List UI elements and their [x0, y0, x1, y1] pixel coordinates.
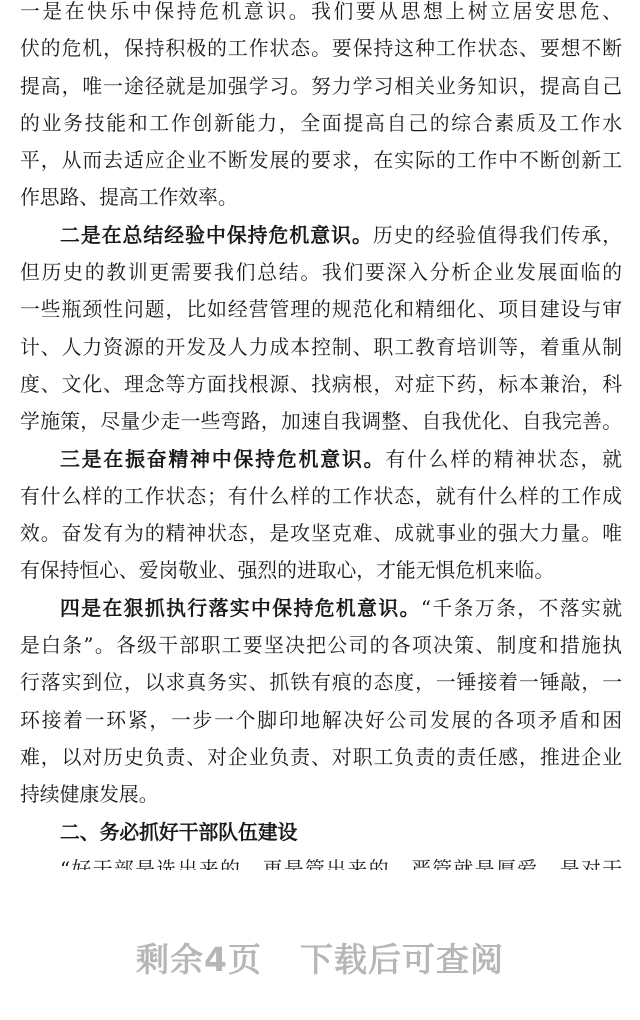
paragraph-text: 有什么样的精神状态，就: [385, 447, 622, 471]
download-prompt-banner[interactable]: [0, 934, 640, 981]
text-line: 作思路、提高工作效率。: [20, 186, 238, 210]
text-line: 有保持恒心、爱岗敬业、强烈的进取心，才能无惧危机来临。: [20, 559, 555, 583]
paragraph-lead: 四是在狠抓执行落实中保持危机意识。: [60, 596, 421, 620]
text-line: 一些瓶颈性问题，比如经营管理的规范化和精细化、项目建设与审: [20, 298, 622, 322]
text-line: 是白条”。各级干部职工要坚决把公司的各项决策、制度和措施执: [20, 634, 622, 658]
paragraph-first-line: [20, 217, 622, 254]
document-body: [20, 0, 622, 888]
text-line: 有什么样的工作状态；有什么样的工作状态，就有什么样的工作成: [20, 484, 622, 508]
text-line: 效。奋发有为的精神状态，是攻坚克难、成就事业的强大力量。唯: [20, 522, 622, 546]
text-line: 持续健康发展。: [20, 783, 159, 807]
text-line: 计、人力资源的开发及人力成本控制、职工教育培训等，着重从制: [20, 335, 622, 359]
download-to-view-label: 下载后可查阅: [299, 940, 504, 979]
text-line: 的业务技能和工作创新能力，全面提高自己的综合素质及工作水: [20, 111, 622, 135]
text-line: 但历史的教训更需要我们总结。我们要深入分析企业发展面临的: [20, 261, 622, 285]
paragraph-first-line: [20, 590, 622, 627]
paragraph-text: “千条万条，不落实就: [420, 596, 622, 620]
text-line: 度、文化、理念等方面找根源、找病根，对症下药，标本兼治，科: [20, 372, 622, 396]
text-line: 难，以对历史负责、对企业负责、对职工负责的责任感，推进企业: [20, 745, 622, 769]
paragraph-text: 历史的经验值得我们传承，: [372, 223, 622, 247]
paragraph-lead: 三是在振奋精神中保持危机意识。: [60, 447, 386, 471]
remaining-pages-label: 剩余4页: [136, 940, 262, 979]
text-line: 一是在快乐中保持危机意识。我们要从思想上树立居安思危、: [20, 0, 622, 23]
paragraph-first-line: [20, 441, 622, 478]
text-line: 学施策，尽量少走一些弯路，加速自我调整、自我优化、自我完善。: [20, 410, 622, 434]
text-line: 提高，唯一途径就是加强学习。努力学习相关业务知识，提高自己: [20, 74, 622, 98]
paragraph-lead: 二是在总结经验中保持危机意识。: [60, 223, 373, 247]
text-line: 平，从而去适应企业不断发展的要求，在实际的工作中不断创新工: [20, 149, 622, 173]
text-line: 伏的危机，保持积极的工作状态。要保持这种工作状态、要想不断: [20, 37, 622, 61]
section-heading: 二、务必抓好干部队伍建设: [60, 820, 298, 844]
text-line: 行落实到位，以求真务实、抓铁有痕的态度，一锤接着一锤敲，一: [20, 671, 622, 695]
text-line: 环接着一环紧，一步一个脚印地解决好公司发展的各项矛盾和困: [20, 708, 622, 732]
